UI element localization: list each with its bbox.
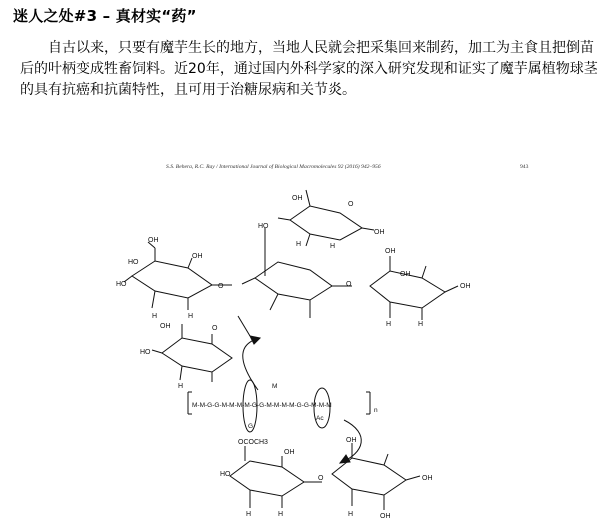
intro-paragraph [20, 38, 598, 101]
svg-text:H: H [188, 313, 194, 320]
glucomannan-structure-figure [100, 158, 570, 529]
svg-text:OH: OH [292, 195, 303, 202]
svg-text:HO: HO [140, 349, 151, 356]
label-Ac: Ac [316, 415, 324, 422]
sequence-text: M-M-G-G-M-M-M-M-G-G-M-M-M-M-G-G-M-M-M [192, 402, 332, 409]
label-G: G [248, 423, 254, 430]
svg-text:OH: OH [422, 475, 433, 482]
svg-text:OH: OH [380, 513, 391, 520]
acetyl-group: OCOCH3 [238, 439, 268, 446]
sugar-ring-7 [332, 443, 420, 510]
svg-text:O: O [212, 325, 218, 332]
svg-text:HO: HO [116, 281, 127, 288]
svg-text:OH: OH [148, 237, 159, 244]
svg-text:OH: OH [460, 283, 471, 290]
svg-text:H: H [418, 321, 424, 328]
svg-text:HO: HO [128, 259, 139, 266]
svg-text:OH: OH [160, 323, 171, 330]
svg-text:HO: HO [220, 471, 231, 478]
svg-text:H: H [348, 511, 354, 518]
svg-text:H: H [152, 313, 158, 320]
svg-text:O: O [348, 201, 354, 208]
curved-arrow-up [243, 338, 260, 390]
repeat-n: n [374, 407, 378, 414]
sugar-ring-1 [124, 242, 232, 310]
svg-text:OH: OH [284, 449, 295, 456]
section-title: 迷人之处#3 – 真材实“药” [13, 7, 197, 25]
svg-text:OH: OH [400, 271, 411, 278]
svg-text:HO: HO [258, 223, 269, 230]
svg-text:H: H [178, 383, 184, 390]
sugar-ring-6 [230, 446, 322, 508]
sugar-ring-5 [370, 256, 458, 320]
svg-text:O: O [318, 475, 324, 482]
sugar-ring-2 [152, 324, 232, 382]
figure-page-number: 943 [520, 164, 529, 170]
svg-text:O: O [218, 283, 224, 290]
svg-text:OH: OH [374, 229, 385, 236]
svg-text:H: H [278, 511, 284, 518]
svg-text:H: H [330, 243, 336, 250]
structure-drawing [100, 158, 570, 529]
svg-text:H: H [296, 241, 302, 248]
figure-journal-header: S.S. Behera, R.C. Ray / International Journal of Biological Macromolecules 92 (2016) 942–956 [166, 164, 381, 170]
svg-text:OH: OH [385, 248, 396, 255]
svg-text:OH: OH [192, 253, 203, 260]
label-M: M [272, 383, 278, 390]
svg-text:H: H [246, 511, 252, 518]
paragraph-text: 自古以来，只要有魔芋生长的地方，当地人民就会把采集回来制药，加工为主食且把倒苗后的叶柄变成牲畜饲料。近20年，通过国内外科学家的深入研究发现和证实了魔芋属植物球茎的具有抗癌和抗菌特性，且可用于治糖尿病和关节炎。 [20, 40, 598, 98]
svg-text:O: O [346, 281, 352, 288]
svg-text:H: H [386, 321, 392, 328]
svg-text:OH: OH [346, 437, 357, 444]
